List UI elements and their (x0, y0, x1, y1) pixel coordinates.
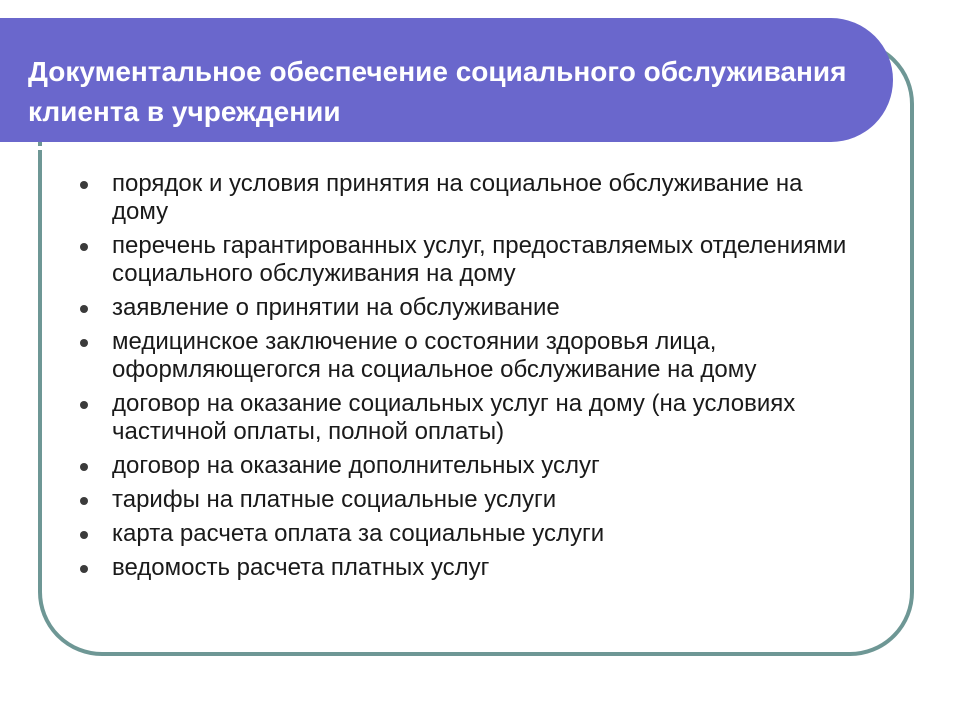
list-item (72, 294, 852, 322)
list-item-text: ведомость расчета платных услуг (112, 554, 490, 581)
list-item (72, 390, 852, 446)
slide-title: Документальное обеспечение социального обслуживания клиента в учреждении (28, 56, 847, 127)
bullet-dot-icon (80, 181, 88, 189)
list-item (72, 486, 852, 514)
list-item (72, 170, 852, 226)
bullet-dot-icon (80, 243, 88, 251)
list-item (72, 520, 852, 548)
list-item-text: порядок и условия принятия на социальное обслуживание на дому (112, 170, 803, 225)
list-item-text: перечень гарантированных услуг, предоставляемых отделениями социального обслуживания на дому (112, 232, 847, 287)
list-item (72, 232, 852, 288)
list-item (72, 452, 852, 480)
title-band (0, 18, 893, 142)
bullet-dot-icon (80, 497, 88, 505)
list-item-text: карта расчета оплата за социальные услуги (112, 520, 605, 547)
bullet-dot-icon (80, 401, 88, 409)
bullet-dot-icon (80, 463, 88, 471)
list-item (72, 328, 852, 384)
bullet-dot-icon (80, 565, 88, 573)
list-item (72, 554, 852, 582)
list-item-text: тарифы на платные социальные услуги (112, 486, 557, 513)
bullet-dot-icon (80, 531, 88, 539)
list-item-text: медицинское заключение о состоянии здоровья лица, оформляющегогся на социальное обслуживание на дому (112, 328, 757, 383)
list-item-text: договор на оказание дополнительных услуг (112, 452, 600, 479)
bullet-list (72, 170, 852, 588)
bullet-dot-icon (80, 339, 88, 347)
list-item-text: заявление о принятии на обслуживание (112, 294, 560, 321)
list-item-text: договор на оказание социальных услуг на дому (на условиях частичной оплаты, полной оплаты) (112, 390, 796, 445)
bullet-dot-icon (80, 305, 88, 313)
title-underline (0, 146, 848, 150)
